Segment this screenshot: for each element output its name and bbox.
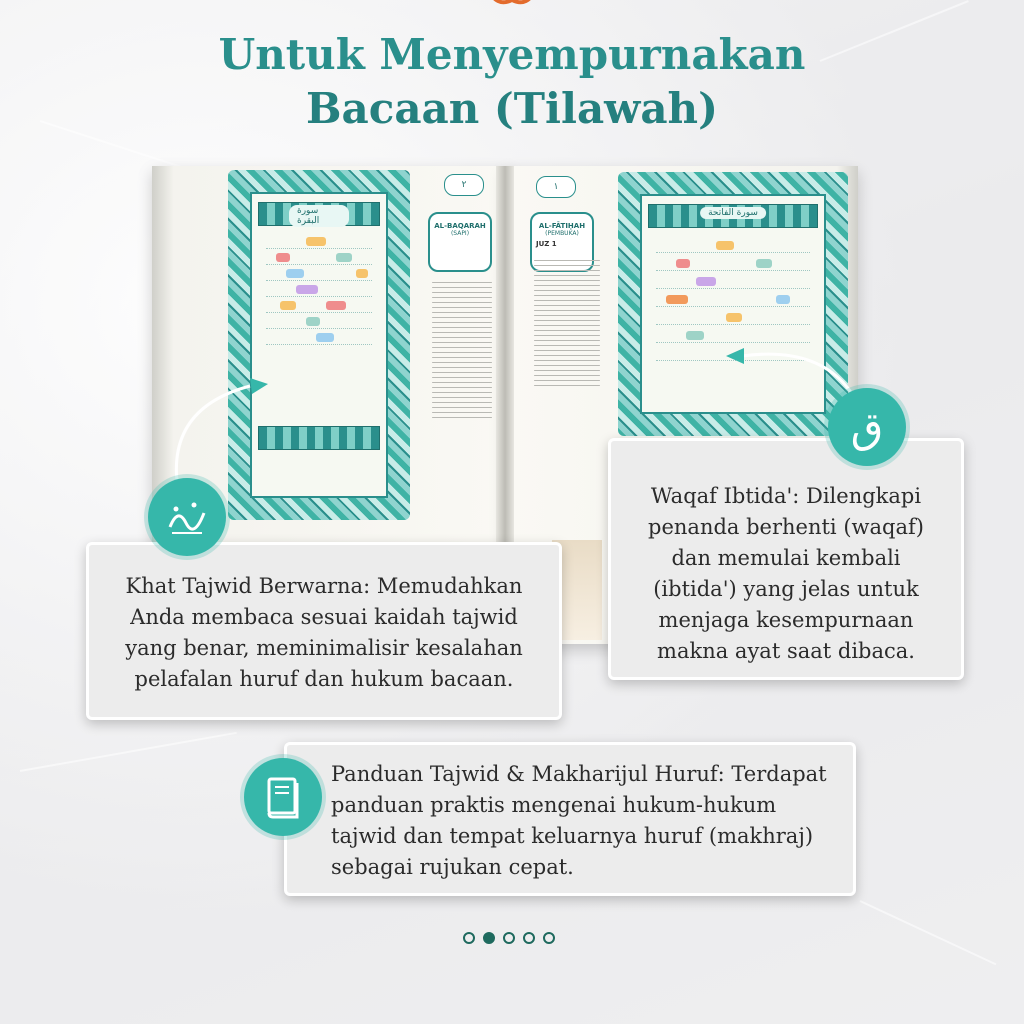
callout-panduan-tajwid (284, 742, 856, 896)
callout-waqaf-ibtida (608, 438, 964, 680)
ayah-line (266, 236, 372, 249)
surah-badge-title: AL-BAQARAH (434, 222, 486, 230)
ayah-line (656, 258, 810, 271)
title-line-2: Bacaan (Tilawah) (306, 84, 718, 133)
ayah-line (266, 300, 372, 313)
calligraphy-icon (148, 478, 226, 556)
page-title (0, 28, 1024, 136)
title-line-1: Untuk Menyempurnakan (218, 30, 806, 79)
ayah-line (266, 252, 372, 265)
surah-header-label: سورة الفاتحة (700, 207, 766, 219)
surah-header-band (648, 204, 818, 228)
paper-crease (860, 900, 997, 965)
callout-waqaf-ibtida-text: Waqaf Ibtida': Dilengkapi penanda berhenti (waqaf) dan memulai kembali (ibtida') yang jelas untuk menjaga kesempurnaan makna ayat saat dibaca. (648, 484, 924, 663)
carousel-dot-3[interactable] (503, 932, 515, 944)
callout-panduan-tajwid-text: Panduan Tajwid & Makharijul Huruf: Terdapat panduan praktis mengenai hukum-hukum tajwid dan tempat keluarnya huruf (makhraj) sebagai rujukan cepat. (331, 762, 827, 879)
carousel-dot-1[interactable] (463, 932, 475, 944)
surah-header-band (258, 202, 380, 226)
ayah-line (266, 268, 372, 281)
carousel-dot-5[interactable] (543, 932, 555, 944)
right-page-number: ١ (536, 176, 576, 198)
book-icon (244, 758, 322, 836)
left-translation-column (432, 278, 492, 422)
surah-badge-title: AL-FĀTIḤAH (538, 222, 586, 230)
left-page-number: ٢ (444, 174, 484, 196)
ayah-line (656, 294, 810, 307)
ayah-line (656, 312, 810, 325)
ayah-line (656, 276, 810, 289)
surah-badge-sub: (SAPI) (450, 230, 470, 237)
surah-badge-baqarah (428, 212, 492, 272)
paper-crease (20, 732, 237, 772)
callout-khat-tajwid-text: Khat Tajwid Berwarna: Memudahkan Anda membaca sesuai kaidah tajwid yang benar, meminimalisir kesalahan pelafalan huruf dan hukum bacaan. (125, 574, 523, 691)
brand-logo-icon (478, 0, 546, 12)
ayah-line (266, 284, 372, 297)
surah-header-label: سورة البقرة (289, 205, 349, 227)
arabic-qaf-letter-icon: ق (828, 388, 906, 466)
right-translation-column (534, 256, 600, 390)
juz-label: JUZ 1 (536, 240, 557, 248)
carousel-dot-4[interactable] (523, 932, 535, 944)
carousel-pagination (463, 931, 563, 947)
ayah-line (266, 316, 372, 329)
callout-khat-tajwid (86, 542, 562, 720)
surah-badge-sub: (PEMBUKA) (545, 230, 579, 237)
ayah-line (266, 332, 372, 345)
ayah-line (656, 240, 810, 253)
carousel-dot-2[interactable] (483, 932, 495, 944)
